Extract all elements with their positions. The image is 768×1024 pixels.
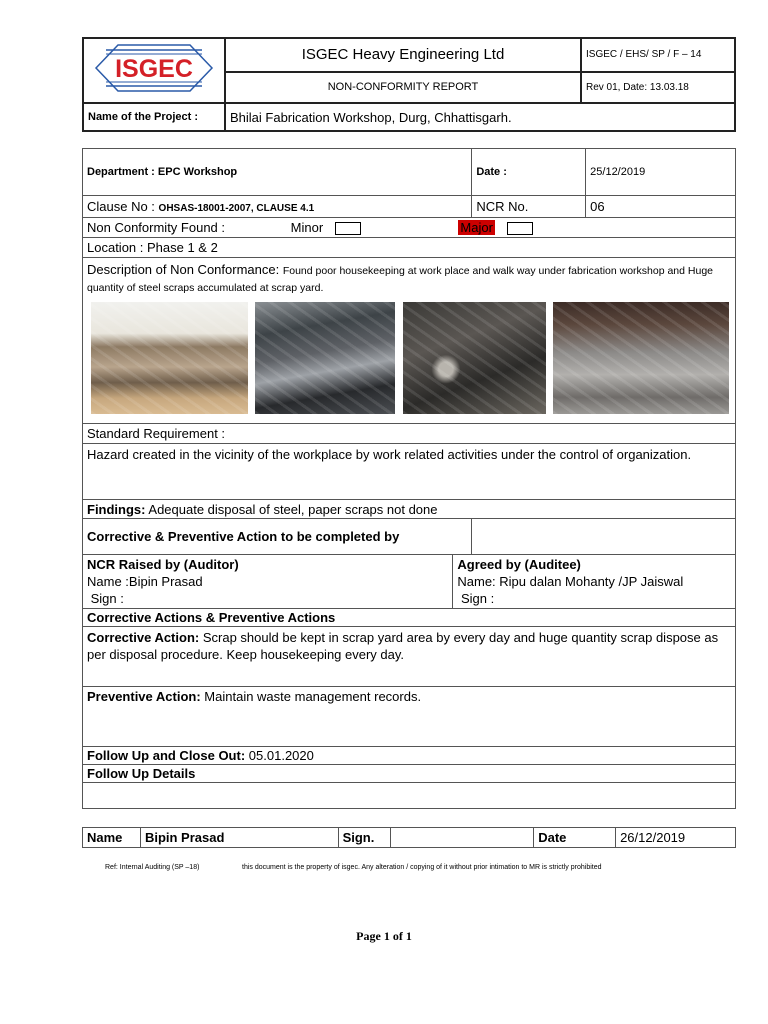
preventive-cell: [83, 687, 736, 747]
agreed-sign: Sign :: [457, 591, 495, 606]
company-name: ISGEC Heavy Engineering Ltd: [225, 38, 581, 72]
minor-label: Minor: [290, 219, 324, 235]
sign-value: [390, 828, 534, 848]
name-label: Name: [83, 828, 141, 848]
clause-label: Clause No :: [87, 199, 155, 214]
signoff-table: [82, 827, 736, 848]
followup-label: Follow Up and Close Out:: [87, 748, 246, 763]
clause-value: OHSAS-18001-2007, CLAUSE 4.1: [158, 203, 315, 214]
agreed-name: Name: Ripu dalan Mohanty /JP Jaiswal: [457, 574, 684, 589]
logo-cell: [83, 38, 225, 103]
description-label: Description of Non Conformance:: [87, 262, 280, 277]
report-title: NON-CONFORMITY REPORT: [225, 72, 581, 103]
cpa-by-value: [472, 519, 736, 555]
department: Department : EPC Workshop: [83, 149, 472, 196]
raised-label: NCR Raised by (Auditor): [87, 557, 239, 572]
ncr-form: [82, 148, 736, 809]
project-label: Name of the Project :: [83, 103, 225, 131]
nc-found-row: [83, 218, 736, 238]
name-value: Bipin Prasad: [140, 828, 338, 848]
minor-checkbox[interactable]: [335, 222, 361, 235]
findings-row: [83, 500, 736, 519]
footer-ref: Ref: Internal Auditing (SP –18): [105, 864, 200, 871]
page-number-text: Page 1 of 1: [356, 929, 412, 943]
followup-details: Follow Up Details: [83, 765, 736, 783]
followup-value: 05.01.2020: [248, 748, 314, 763]
header-table: [82, 37, 736, 132]
footer-property: this document is the property of isgec. Any alteration / copying of it without prior intimation to MR is strictly prohibited: [242, 864, 602, 871]
standard-text: Hazard created in the vicinity of the workplace by work related activities under the control of organization.: [83, 444, 736, 500]
nc-found-label: Non Conformity Found :: [87, 219, 226, 235]
preventive-text: Maintain waste management records.: [204, 689, 422, 704]
corrective-label: Corrective Action:: [87, 630, 200, 645]
date2-label: Date: [534, 828, 616, 848]
cpa-by-label: Corrective & Preventive Action to be completed by: [83, 519, 472, 555]
raised-sign: Sign :: [87, 591, 124, 606]
corrective-text: Scrap should be kept in scrap yard area by every day and huge quantity scrap dispose as per disposal procedure. Keep housekeeping every day.: [87, 630, 719, 662]
description-text: Found poor housekeeping at work place and walk way under fabrication workshop and Huge quantity of steel scraps accumulated at scrap yard.: [87, 265, 714, 294]
location: Location : Phase 1 & 2: [83, 238, 736, 258]
raised-name: Name :Bipin Prasad: [87, 574, 203, 589]
isgec-logo: [88, 39, 220, 97]
photo-strip: [87, 296, 729, 418]
date-value: 25/12/2019: [586, 149, 736, 196]
followup-row: [83, 747, 736, 765]
followup-blank: [83, 783, 736, 809]
date-label: Date :: [472, 149, 586, 196]
corrective-cell: [83, 627, 736, 687]
agreed-label: Agreed by (Auditee): [457, 557, 581, 572]
project-value: Bhilai Fabrication Workshop, Durg, Chhattisgarh.: [225, 103, 735, 131]
photo-fabrication-shed: [553, 302, 729, 414]
sign-label: Sign.: [338, 828, 390, 848]
findings-text: Adequate disposal of steel, paper scraps not done: [148, 501, 438, 517]
logo-text: ISGEC: [115, 55, 193, 83]
ncr-label: NCR No.: [472, 196, 586, 218]
major-checkbox[interactable]: [507, 222, 533, 235]
raised-cell: [83, 555, 453, 609]
description-cell: [83, 258, 736, 424]
page-number: [0, 929, 768, 944]
ncr-value: 06: [586, 196, 736, 218]
doc-code: ISGEC / EHS/ SP / F – 14: [581, 38, 735, 72]
revision: Rev 01, Date: 13.03.18: [581, 72, 735, 103]
photo-scrap-yard: [91, 302, 248, 414]
cpa-header: Corrective Actions & Preventive Actions: [83, 609, 736, 627]
findings-label: Findings:: [87, 501, 146, 517]
agreed-cell: [453, 555, 736, 609]
date2-value: 26/12/2019: [616, 828, 736, 848]
standard-label: Standard Requirement :: [83, 424, 736, 444]
photo-cables-floor: [403, 302, 546, 414]
preventive-label: Preventive Action:: [87, 689, 201, 704]
major-label: Major: [460, 219, 493, 235]
photo-workshop-floor: [255, 302, 395, 414]
clause-cell: [83, 196, 472, 218]
